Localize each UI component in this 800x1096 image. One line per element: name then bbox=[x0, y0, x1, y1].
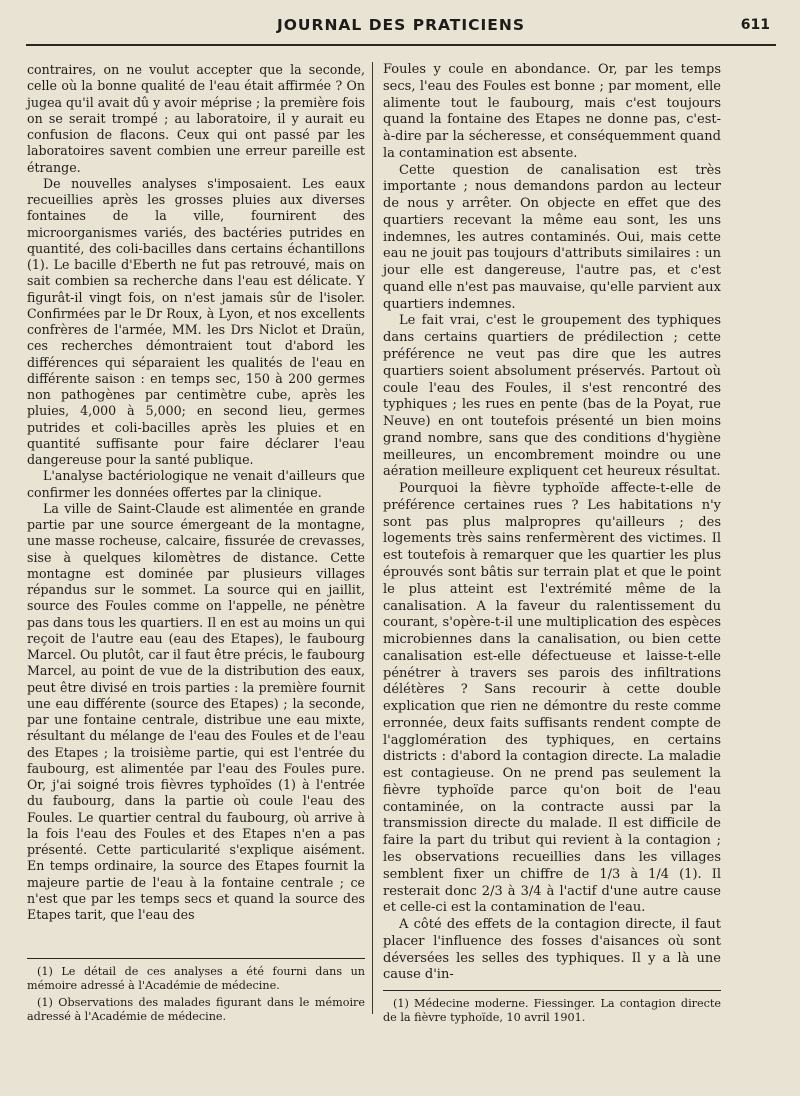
footnote: (1) Observations des malades figurant dans le mémoire adressé à l'Académie de médecine. bbox=[27, 996, 365, 1023]
paragraph: De nouvelles analyses s'imposaient. Les eaux recueillies après les grosses pluies aux diverses fontaines de la ville, fournirent des microorganismes variés, des bactéries putrides en quantité, des coli-bacilles dans certains échantillons (1). Le bacille d'Eberth ne fut pas retrouvé, mais on sait combien sa recherche dans l'eau est délicate. Y figurât-il vingt fois, on n'est jamais sûr de l'isoler. Confirmées par le Dr Roux, à Lyon, et nos excellents confrères de l'armée, MM. les Drs Niclot et Draün, ces recherches démontraient tout d'abord les différences qui séparaient les qualités de l'eau en différente saison : en temps sec, 150 à 200 germes non pathogènes par centimètre cube, après les pluies, 4,000 à 5,000; en second lieu, germes putrides et coli-bacilles après les pluies et en quantité suffisante pour faire déclarer l'eau dangereuse pour la santé publique. bbox=[27, 175, 365, 467]
page-header bbox=[26, 16, 776, 46]
right-column bbox=[383, 62, 721, 984]
right-footnotes bbox=[383, 990, 721, 1028]
footnote: (1) Médecine moderne. Fiessinger. La contagion directe de la fièvre typhoïde, 10 avril 1901. bbox=[383, 997, 721, 1024]
column-divider bbox=[372, 62, 373, 1014]
footnote: (1) Le détail de ces analyses a été fourni dans un mémoire adressé à l'Académie de médecine. bbox=[27, 965, 365, 992]
left-column bbox=[27, 62, 365, 948]
paragraph: La ville de Saint-Claude est alimentée en grande partie par une source émergeant de la montagne, une masse rocheuse, calcaire, fissurée de crevasses, sise à quelques kilomètres de distance. Cette montagne est dominée par plusieurs villages répandus sur le sommet. La source qui en jaillit, source des Foules comme on l'appelle, ne pénètre pas dans tous les quartiers. Il en est au moins un qui reçoit de l'autre eau (eau des Etapes), le faubourg Marcel. Ou plutôt, car il faut être précis, le faubourg Marcel, au point de vue de la distribution des eaux, peut être divisé en trois parties : la première fournit une eau différente (source des Etapes) ; la seconde, par une fontaine centrale, distribue une eau mixte, résultant du mélange de l'eau des Foules et de l'eau des Etapes ; la troisième partie, qui est l'entrée du faubourg, est alimentée par l'eau des Foules pure. Or, j'ai soigné trois fièvres typhoïdes (1) à l'entrée du faubourg, dans la partie où coule l'eau des Foules. Le quartier central du faubourg, où arrive à la fois l'eau des Foules et des Etapes n'en a pas présenté. Cette particularité s'explique aisément. En temps ordinaire, la source des Etapes fournit la majeure partie de l'eau à la fontaine centrale ; ce n'est que par les temps secs et quand la source des Etapes tarit, que l'eau des bbox=[27, 500, 365, 922]
journal-title: JOURNAL DES PRATICIENS bbox=[276, 16, 525, 34]
paragraph: L'analyse bactériologique ne venait d'ailleurs que confirmer les données offertes par la clinique. bbox=[27, 468, 365, 500]
paragraph: Pourquoi la fièvre typhoïde affecte-t-elle de préférence certaines rues ? Les habitations n'y sont pas plus malpropres qu'ailleurs ; des logements très sains renfermèrent des victimes. Il est toutefois à remarquer que les quartier les plus éprouvés sont bâtis sur terrain plat et que le point le plus atteint est l'extrémité même de la canalisation. A la faveur du ralentissement du courant, s'opère-t-il une multiplication des espèces microbiennes dans la canalisation, ou bien cette canalisation est-elle défectueuse et laisse-t-elle pénétrer à travers ses parois des infiltrations délétères ? Sans recourir à cette double explication que rien ne démontre du reste comme erronnée, deux faits suffisants rendent compte de l'agglomération des typhiques, en certains districts : d'abord la contagion directe. La maladie est contagieuse. On ne prend pas seulement la fièvre typhoïde parce qu'on boit de l'eau contaminée, on la contracte aussi par la transmission directe du malade. Il est difficile de faire la part du tribut qui revient à la contagion ; les observations recueillies dans les villages semblent fixer un chiffre de 1/3 à 1/4 (1). Il resterait donc 2/3 à 3/4 à l'actif d'une autre cause et celle-ci est la contamination de l'eau. bbox=[383, 481, 721, 916]
paragraph: Cette question de canalisation est très importante ; nous demandons pardon au lecteur de nous y arrêter. On objecte en effet que des quartiers recevant la même eau sont, les uns indemnes, les autres contaminés. Oui, mais cette eau ne jouit pas toujours d'attributs similaires : un jour elle est dangereuse, l'autre pas, et c'est quand elle n'est pas mauvaise, qu'elle parvient aux quartiers indemnes. bbox=[383, 162, 721, 312]
paragraph: A côté des effets de la contagion directe, il faut placer l'influence des fosses d'aisances où sont déversées les selles des typhiques. Il y a là une cause d'in- bbox=[383, 917, 721, 983]
page-number: 611 bbox=[740, 17, 770, 33]
paragraph: Foules y coule en abondance. Or, par les temps secs, l'eau des Foules est bonne ; par moment, elle alimente tout le faubourg, mais c'est toujours quand la fontaine des Etapes ne donne pas, c'est-à-dire par la sécheresse, et conséquemment quand la contamination est absente. bbox=[383, 62, 721, 161]
paragraph: contraires, on ne voulut accepter que la seconde, celle où la bonne qualité de l'eau était affirmée ? On jugea qu'il avait dû y avoir méprise ; la première fois on se serait trompé ; au laboratoire, il y aurait eu confusion de flacons. Ceux qui ont passé par les laboratoires savent combien une erreur pareille est étrange. bbox=[27, 62, 365, 175]
left-footnotes bbox=[27, 958, 365, 1027]
paragraph: Le fait vrai, c'est le groupement des typhiques dans certains quartiers de prédilection ; cette préférence ne veut pas dire que les autres quartiers soient absolument préservés. Partout où coule l'eau des Foules, il s'est rencontré des typhiques ; les rues en pente (bas de la Poyat, rue Neuve) en ont toutefois présenté un bien moins grand nombre, sans que des conditions d'hygiène meilleures, un encombrement moindre ou une aération meilleure expliquent cet heureux résultat. bbox=[383, 313, 721, 480]
